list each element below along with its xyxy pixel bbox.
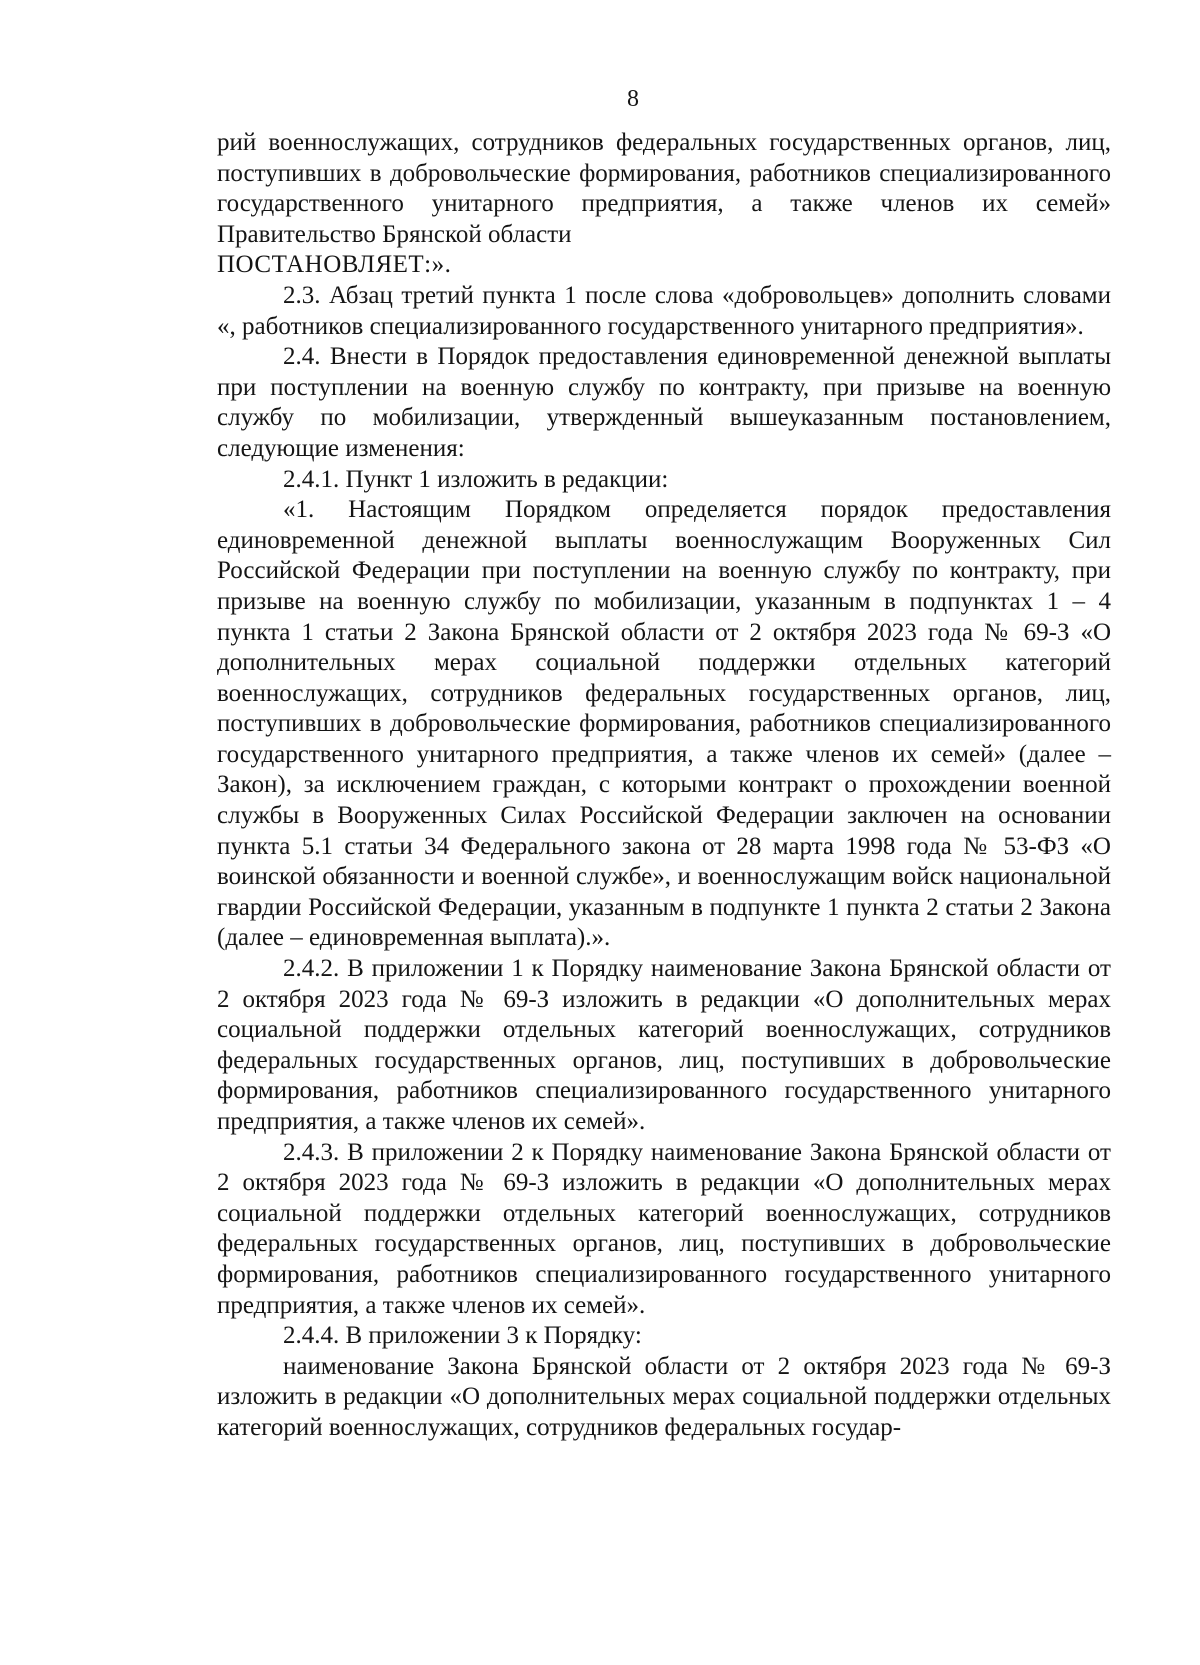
- paragraph-2-4-4: 2.4.4. В приложении 3 к Порядку:: [283, 1322, 642, 1350]
- paragraph-2-4-2: 2.4.2. В приложении 1 к Порядку наименование Закона Брянской области от 2 октября 2023 года № 69-З изложить в редакции «О дополнительных мерах социальной поддержки отдельных категорий военнослужащих, сотрудников федеральных государственных органов, лиц, поступивших в добровольческие формирования, работников специализированного государственного унитарного предприятия, а также членов их семей».: [217, 955, 1111, 1135]
- paragraph-2-3: 2.3. Абзац третий пункта 1 после слова «добровольцев» дополнить словами «, работников специализированного государственного унитарного предприятия».: [217, 281, 1111, 340]
- paragraph-naming-change: наименование Закона Брянской области от 2 октября 2023 года № 69-З изложить в редакции «О дополнительных мерах социальной поддержки отдельных категорий военнослужащих, сотрудников федеральных государ-: [217, 1352, 1111, 1441]
- paragraph-continuation: рий военнослужащих, сотрудников федеральных государственных органов, лиц, поступивших в добровольческие формирования, работников специализированного государственного унитарного предприятия, а также членов их семей» Правительство Брянской области: [217, 129, 1111, 248]
- paragraph-2-4: 2.4. Внести в Порядок предоставления единовременной денежной выплаты при поступлении на военную службу по контракту, при призыве на военную службу по мобилизации, утвержденный вышеуказанным постановлением, следующие изменения:: [217, 343, 1111, 462]
- paragraph-resolves: ПОСТАНОВЛЯЕТ:».: [217, 251, 452, 279]
- paragraph-2-4-3: 2.4.3. В приложении 2 к Порядку наименование Закона Брянской области от 2 октября 2023 года № 69-З изложить в редакции «О дополнительных мерах социальной поддержки отдельных категорий военнослужащих, сотрудников федеральных государственных органов, лиц, поступивших в добровольческие формирования, работников специализированного государственного унитарного предприятия, а также членов их семей».: [217, 1138, 1111, 1319]
- document-body: [217, 128, 1111, 1444]
- paragraph-2-4-1: 2.4.1. Пункт 1 изложить в редакции:: [283, 465, 669, 493]
- page-number: 8: [627, 86, 639, 112]
- paragraph-quoted-point-1: «1. Настоящим Порядком определяется порядок предоставления единовременной денежной выплаты военнослужащим Вооруженных Сил Российской Федерации при поступлении на военную службу по контракту, при призыве на военную службу по мобилизации, указанным в подпунктах 1 – 4 пункта 1 статьи 2 Закона Брянской области от 2 октября 2023 года № 69-З «О дополнительных мерах социальной поддержки отдельных категорий военнослужащих, сотрудников федеральных государственных органов, лиц, поступивших в добровольческие формирования, работников специализированного государственного унитарного предприятия, а также членов их семей» (далее – Закон), за исключением граждан, с которыми контракт о прохождении военной службы в Вооруженных Силах Российской Федерации заключен на основании пункта 5.1 статьи 34 Федерального закона от 28 марта 1998 года № 53-ФЗ «О воинской обязанности и военной службе», и военнослужащим войск национальной гвардии Российской Федерации, указанным в подпункте 1 пункта 2 статьи 2 Закона (далее – единовременная выплата).».: [217, 496, 1111, 952]
